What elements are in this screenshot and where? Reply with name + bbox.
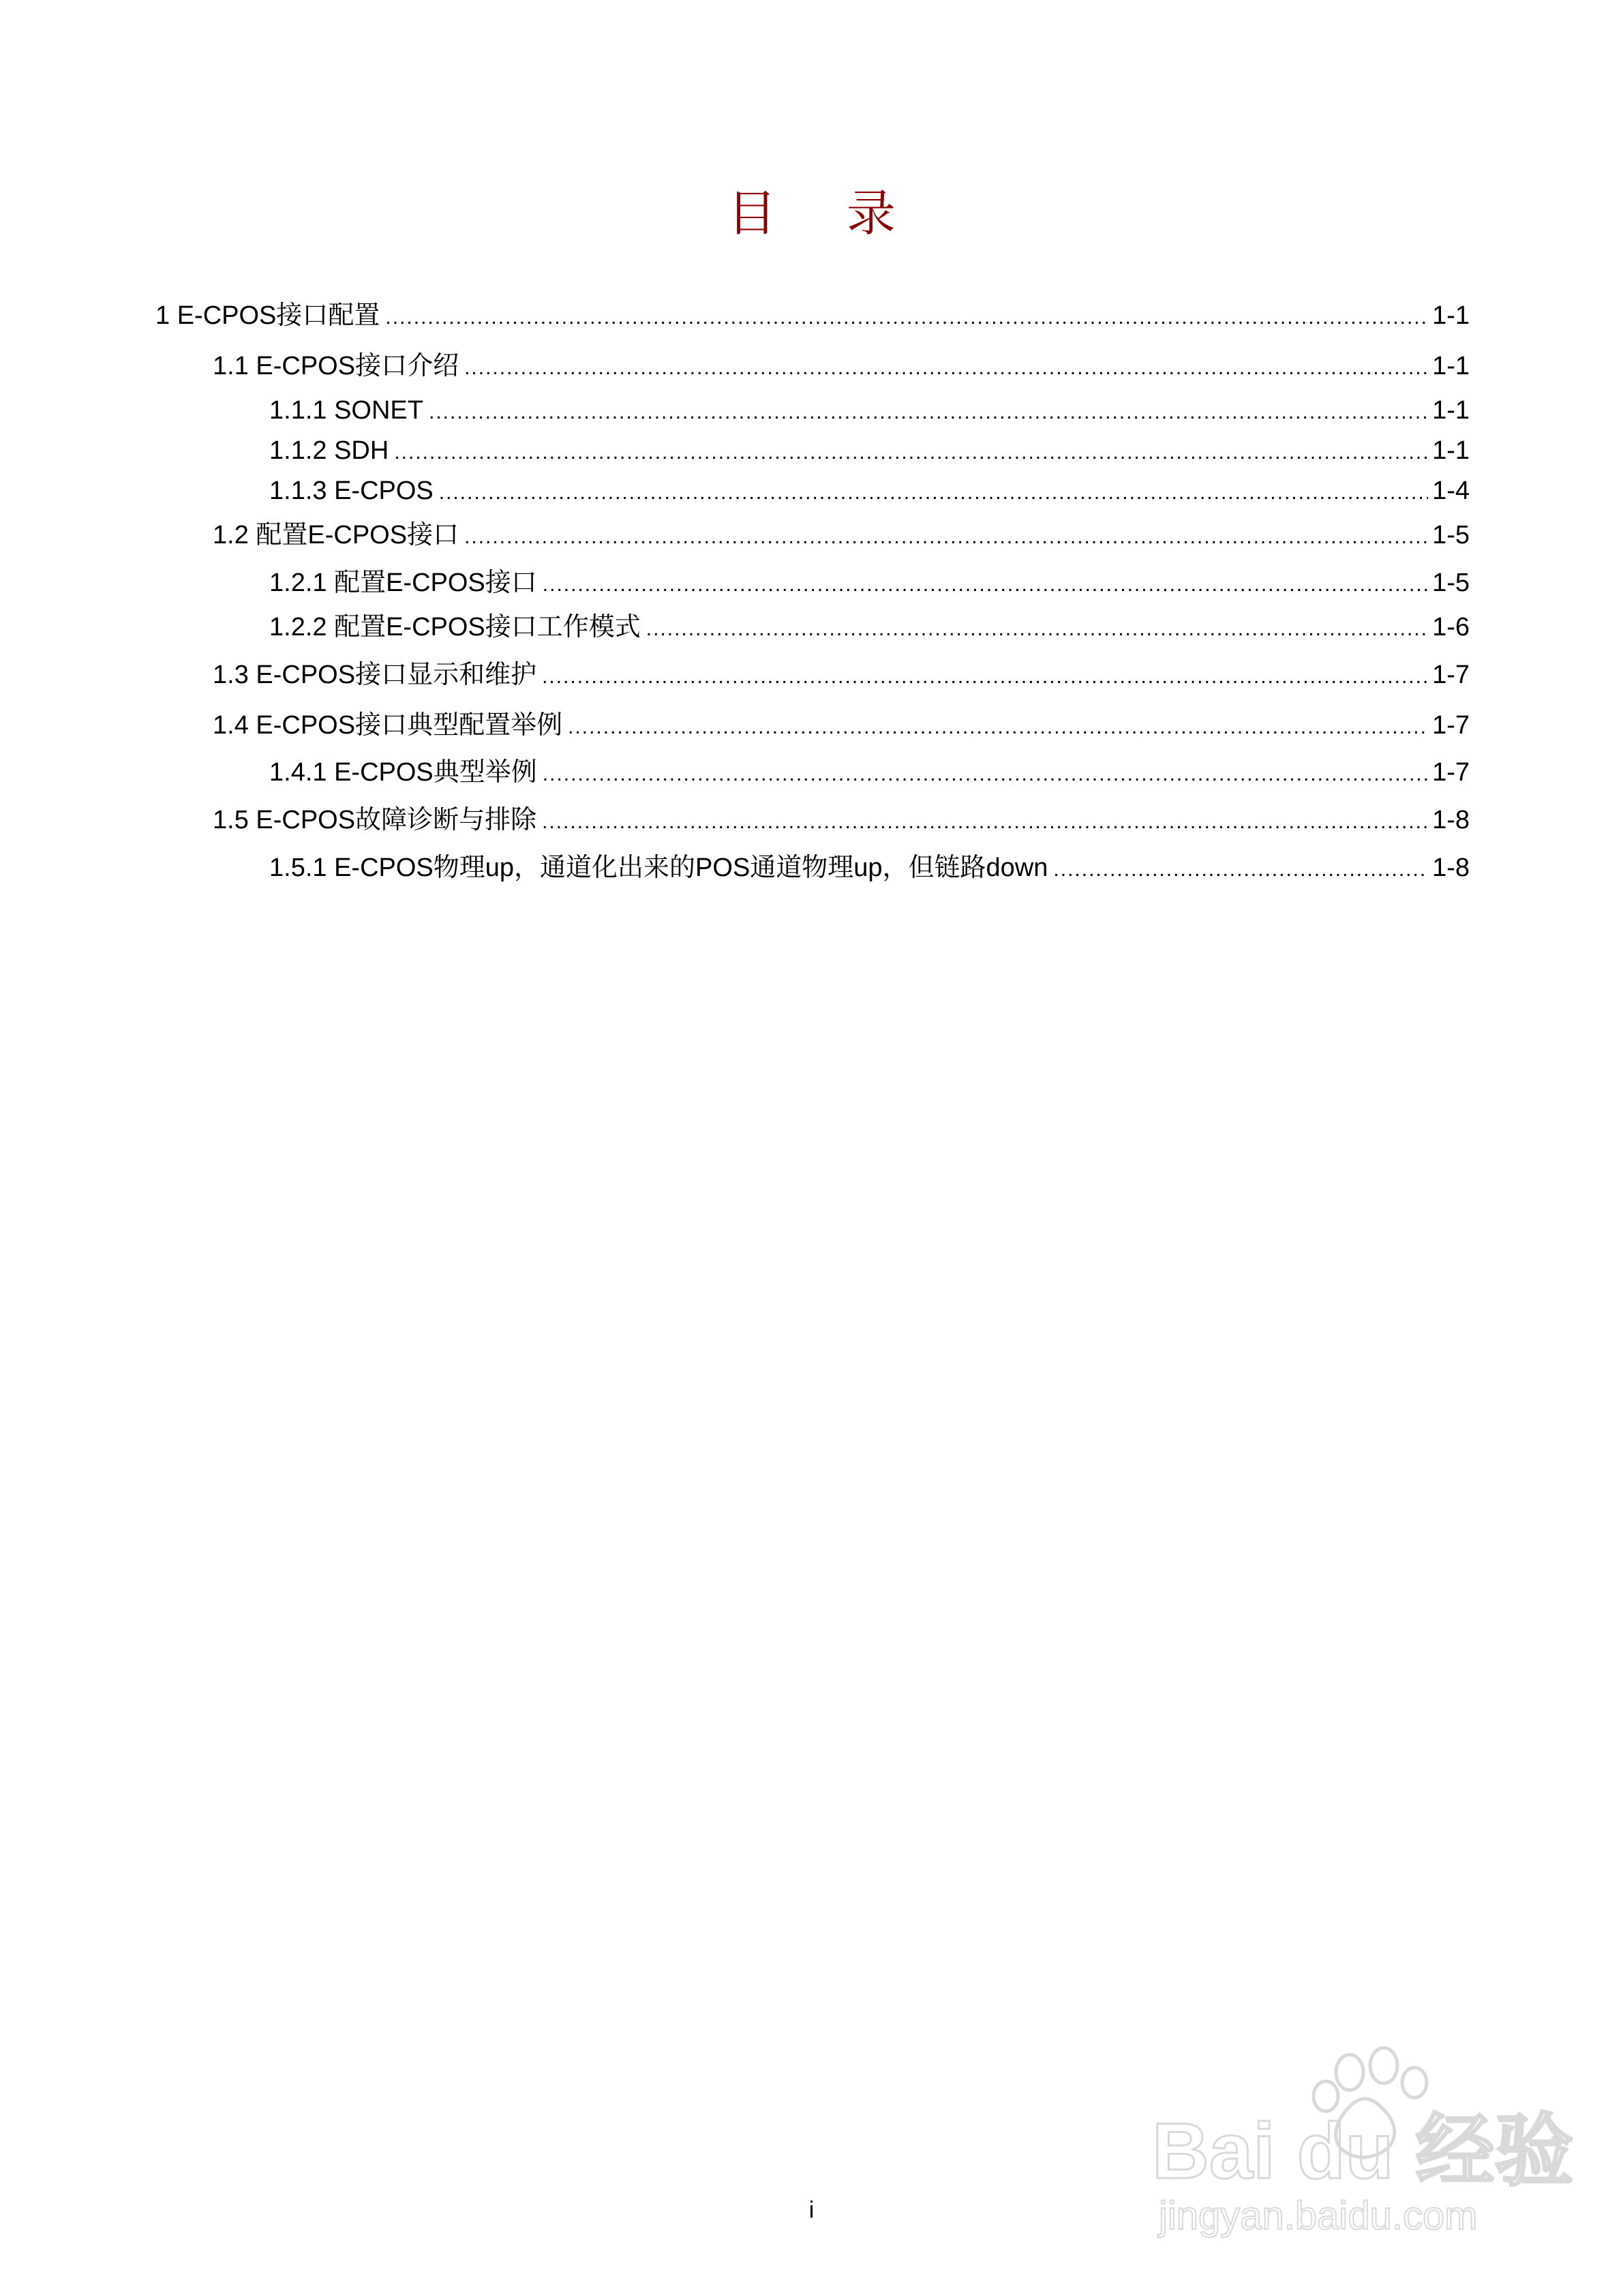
toc-dot-leader	[439, 476, 1428, 510]
toc-entry-page: 1-5	[1432, 521, 1470, 549]
toc-dot-leader	[543, 757, 1428, 791]
toc-entry-label: 1.1.3 E-CPOS	[269, 477, 434, 505]
toc-entry-label: 1.2.1 配置E-CPOS接口	[269, 569, 537, 597]
page-number: i	[808, 2197, 815, 2223]
toc-dot-leader	[394, 436, 1428, 470]
toc-entry-page: 1-1	[1432, 301, 1470, 330]
toc-dot-leader	[542, 660, 1428, 694]
toc-entry[interactable]	[269, 610, 1470, 646]
toc-entry-page: 1-8	[1432, 854, 1470, 882]
toc-entry-label: 1.1.2 SDH	[269, 436, 389, 465]
toc-entry-page: 1-5	[1432, 569, 1470, 597]
toc-entry-label: 1.4 E-CPOS接口典型配置举例	[213, 711, 563, 740]
toc-entry[interactable]	[269, 393, 1470, 429]
toc-entry[interactable]	[269, 566, 1470, 602]
toc-entry-label: 1.1 E-CPOS接口介绍	[213, 352, 459, 380]
toc-dot-leader	[464, 351, 1428, 385]
watermark-url-text: jingyan.baidu.com	[1159, 2194, 1478, 2238]
toc-entry-page: 1-7	[1432, 661, 1470, 689]
toc-entry[interactable]	[213, 803, 1470, 839]
toc-dot-leader	[646, 612, 1428, 646]
toc-entry-label: 1.2.2 配置E-CPOS接口工作模式	[269, 613, 641, 641]
toc-entry-page: 1-1	[1432, 436, 1470, 465]
watermark-main-text: Bai du 经验	[1152, 2106, 1574, 2195]
toc-dot-leader	[568, 710, 1428, 744]
toc-entry-page: 1-1	[1432, 396, 1470, 425]
toc-dot-leader	[464, 520, 1428, 554]
toc-entry-page: 1-4	[1432, 477, 1470, 505]
toc-entry-label: 1.4.1 E-CPOS典型举例	[269, 758, 537, 787]
toc-entry-page: 1-6	[1432, 613, 1470, 641]
toc-entry-label: 1.5.1 E-CPOS物理up，通道化出来的POS通道物理up，但链路down	[269, 854, 1048, 882]
toc-entry-page: 1-1	[1432, 352, 1470, 380]
toc-entry[interactable]	[213, 708, 1470, 744]
toc-entry-page: 1-7	[1432, 711, 1470, 740]
baidu-jingyan-watermark	[1145, 2045, 1574, 2250]
toc-entry[interactable]	[269, 474, 1470, 510]
toc-entry[interactable]	[213, 518, 1470, 554]
toc-entry-label: 1.2 配置E-CPOS接口	[213, 521, 459, 549]
toc-entry-page: 1-7	[1432, 758, 1470, 787]
toc-entry-page: 1-8	[1432, 806, 1470, 834]
toc-entry[interactable]	[269, 755, 1470, 791]
toc-entry[interactable]	[213, 349, 1470, 385]
toc-dot-leader	[385, 301, 1428, 335]
toc-dot-leader	[543, 568, 1428, 602]
toc-dot-leader	[1053, 853, 1428, 887]
toc-entry-label: 1.1.1 SONET	[269, 396, 423, 425]
toc-entry[interactable]	[213, 658, 1470, 694]
toc-entry[interactable]	[269, 851, 1470, 887]
toc-entry-label: 1.5 E-CPOS故障诊断与排除	[213, 806, 537, 834]
table-of-contents	[0, 0, 1623, 954]
toc-dot-leader	[542, 805, 1428, 839]
toc-dot-leader	[429, 395, 1428, 429]
toc-entry[interactable]	[155, 299, 1470, 335]
page-title: 目 录	[727, 185, 923, 242]
toc-entry-label: 1.3 E-CPOS接口显示和维护	[213, 661, 537, 689]
toc-entry[interactable]	[269, 434, 1470, 470]
toc-entry-label: 1 E-CPOS接口配置	[155, 301, 380, 330]
